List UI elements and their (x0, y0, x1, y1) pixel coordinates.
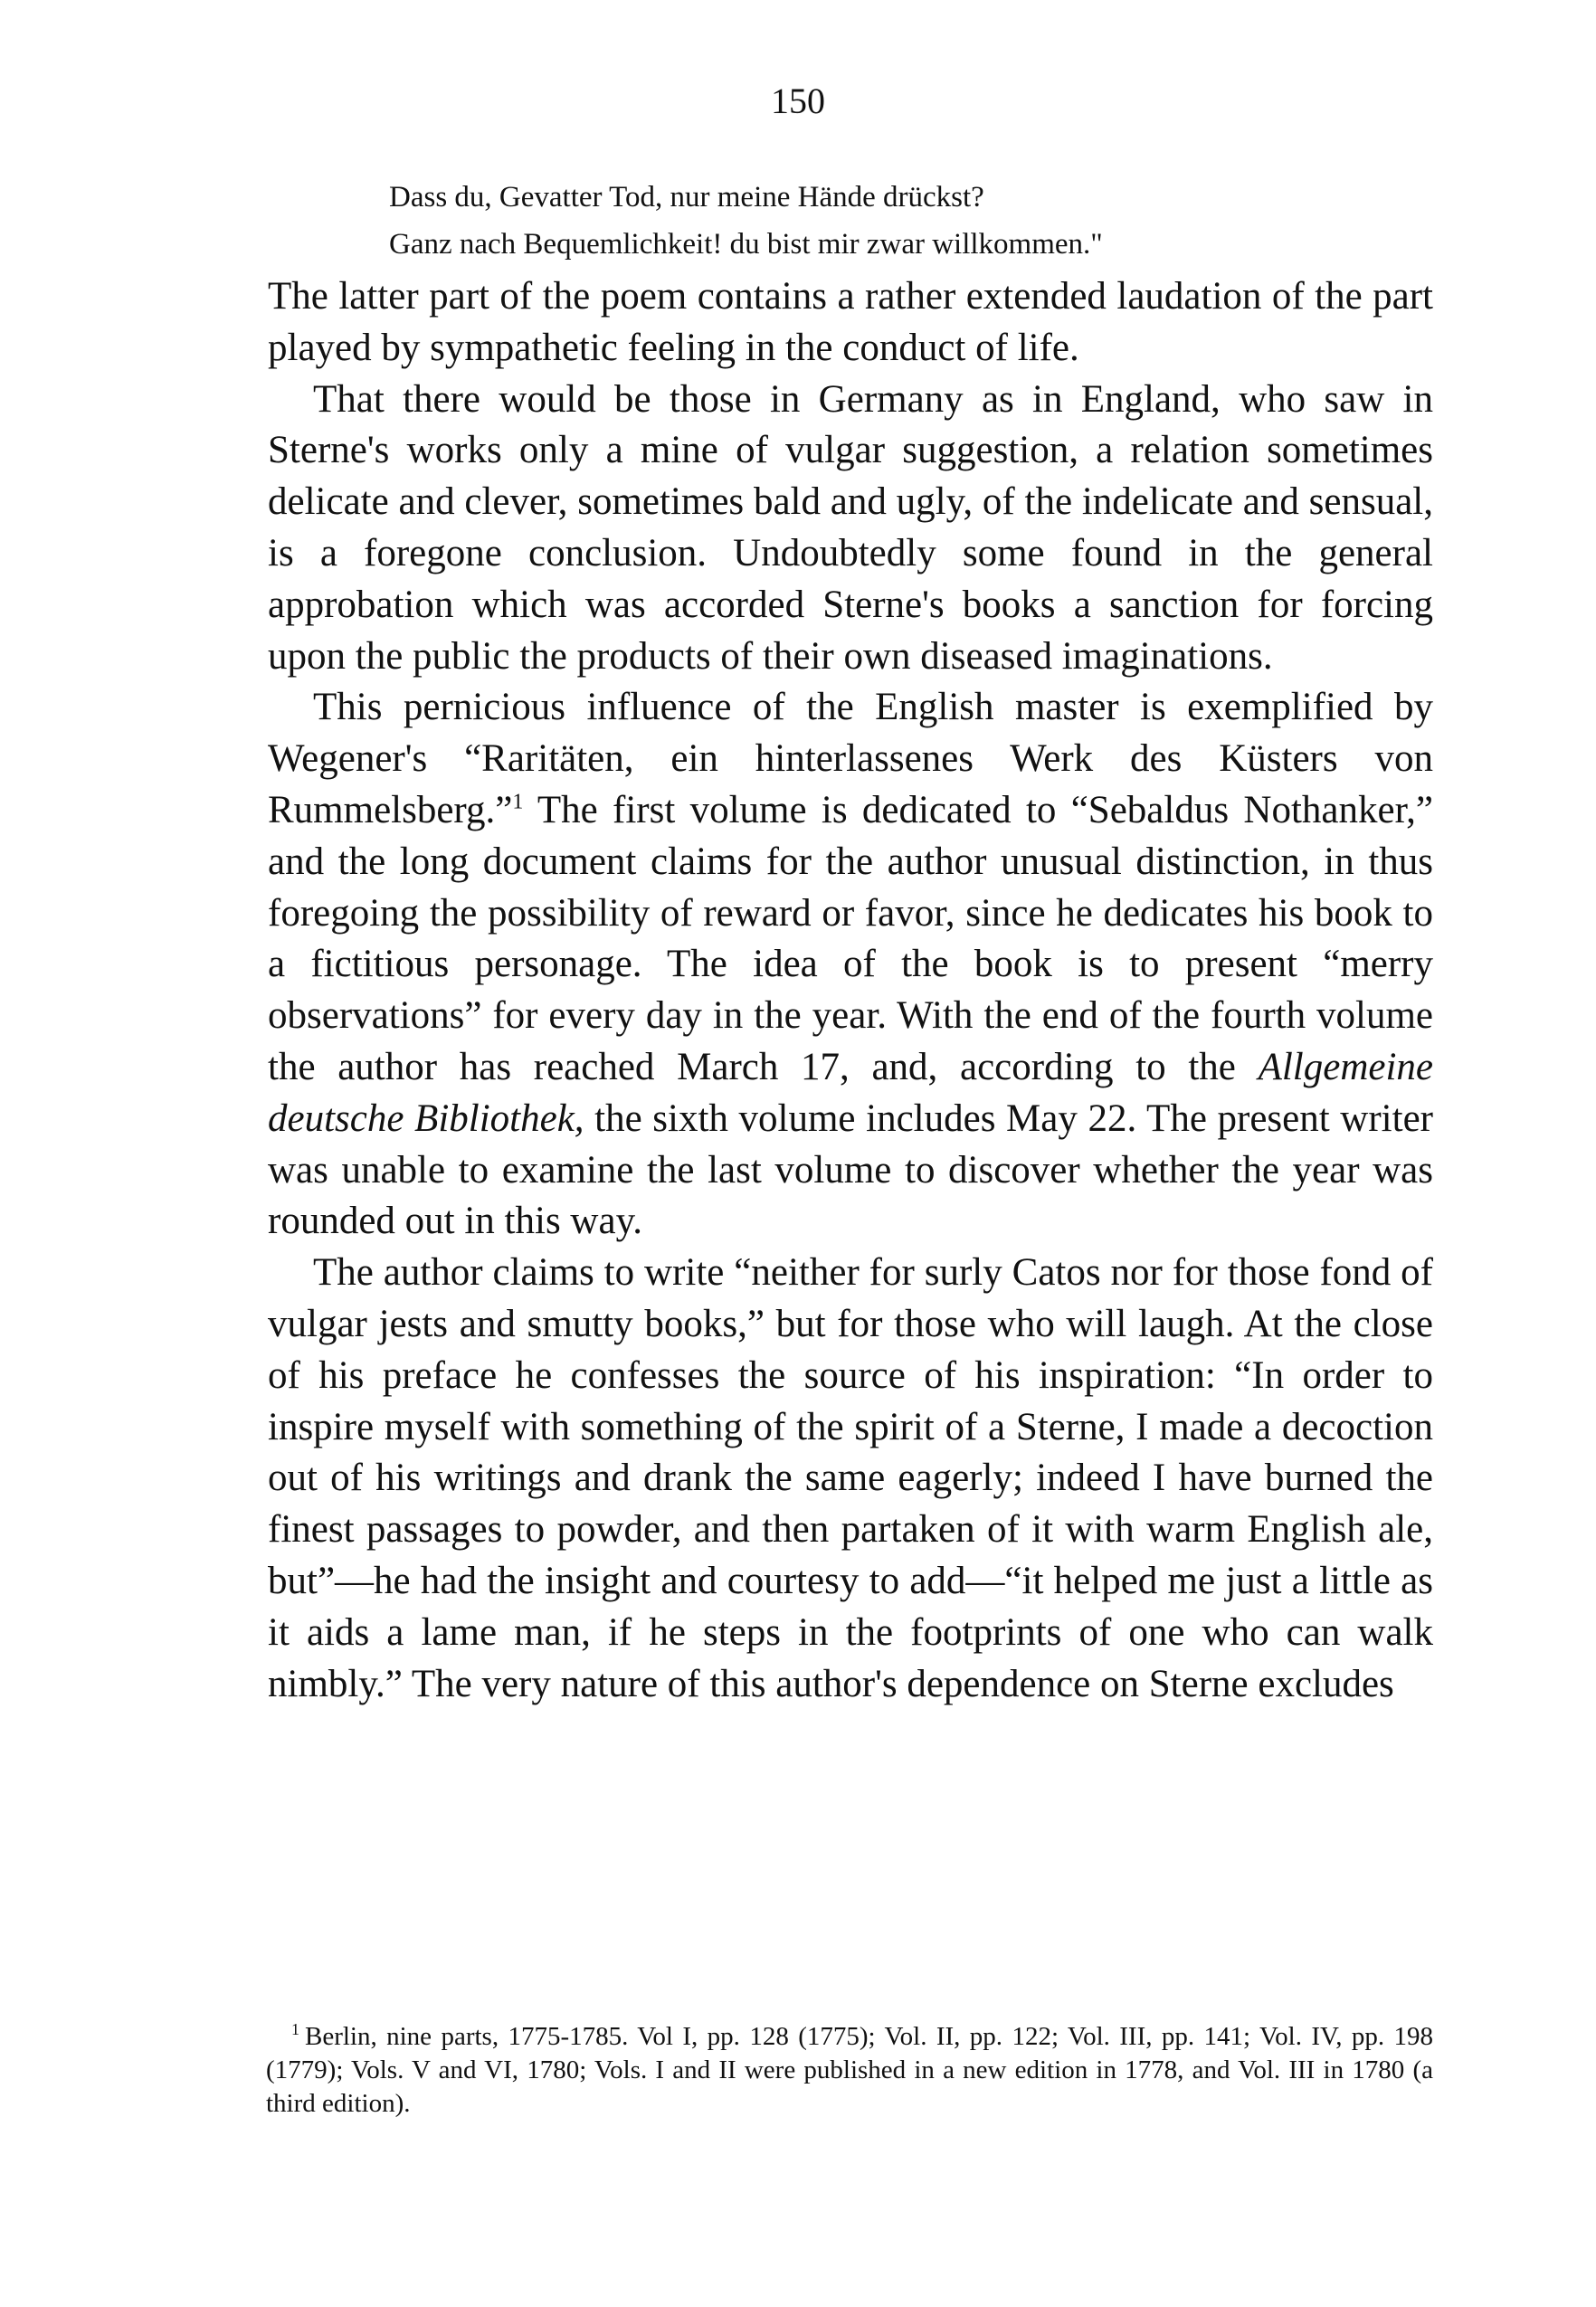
body-text (268, 271, 1433, 1710)
book-title-italic: Allgemeine deutsche Bibliothek, (268, 1045, 1433, 1140)
footnote-marker: 1 (291, 2020, 299, 2039)
verse-line-2: Ganz nach Bequemlichkeit! du bist mir zwar willkommen." (389, 228, 1103, 261)
footnotes (266, 2020, 1433, 2121)
paragraph-3 (268, 682, 1433, 1248)
page-number: 150 (771, 81, 825, 121)
footnote-text: Berlin, nine parts, 1775-1785. Vol I, pp. 128 (1775); Vol. II, pp. 122; Vol. III, pp. 141; Vol. IV, pp. 198 (1779); Vols. V and VI, 1780; Vols. I and II were published in a new edition in 1778, and Vol. III in 1780 (a third edition). (266, 2022, 1433, 2118)
footnote-reference: 1 (512, 790, 524, 814)
paragraph-2: That there would be those in Germany as in England, who saw in Sterne's works only a mine of vulgar suggestion, a relation sometimes delicate and clever, sometimes bald and ugly, of the indelicate and sensual, is a foregone conclusion. Undoubtedly some found in the general approbation which was accorded Sterne's books a sanction for forcing upon the public the products of their own diseased imaginations. (268, 377, 1433, 678)
footnote-1 (266, 2020, 1433, 2121)
paragraph-3-part-b: The first volume is dedicated to “Sebaldus Nothanker,” and the long document claims for the author unusual distinction, in thus foregoing the possibility of reward or favor, since he dedicates his book to a fictitious personage. The idea of the book is to present “merry observations” for every day in the year. With the end of the fourth volume the author has reached March 17, and, according to the (268, 788, 1433, 1088)
paragraph-3-part-a: This pernicious influence of the English master is exemplified by Wegener's “Raritäten, ein hinterlassenes Werk des Küsters von Rummelsberg.” (268, 686, 1433, 831)
paragraph-1: The latter part of the poem contains a rather extended laudation of the part played by sympathetic feeling in the conduct of life. (268, 275, 1433, 369)
verse-line-1: Dass du, Gevatter Tod, nur meine Hände drückst? (389, 181, 984, 214)
paragraph-3-part-c: the sixth volume includes May 22. The present writer was unable to examine the last volume to discover whether the year was rounded out in this way. (268, 1097, 1433, 1243)
paragraph-4: The author claims to write “neither for surly Catos nor for those fond of vulgar jests and smutty books,” but for those who will laugh. At the close of his preface he confesses the source of his inspiration: “In order to inspire myself with something of the spirit of a Sterne, I made a decoction out of his writings and drank the same eagerly; indeed I have burned the finest passages to powder, and then partaken of it with warm English ale, but”—he had the insight and courtesy to add—“it helped me just a little as it aids a lame man, if he steps in the footprints of one who can walk nimbly.” The very nature of this author's dependence on Sterne excludes (268, 1251, 1433, 1705)
